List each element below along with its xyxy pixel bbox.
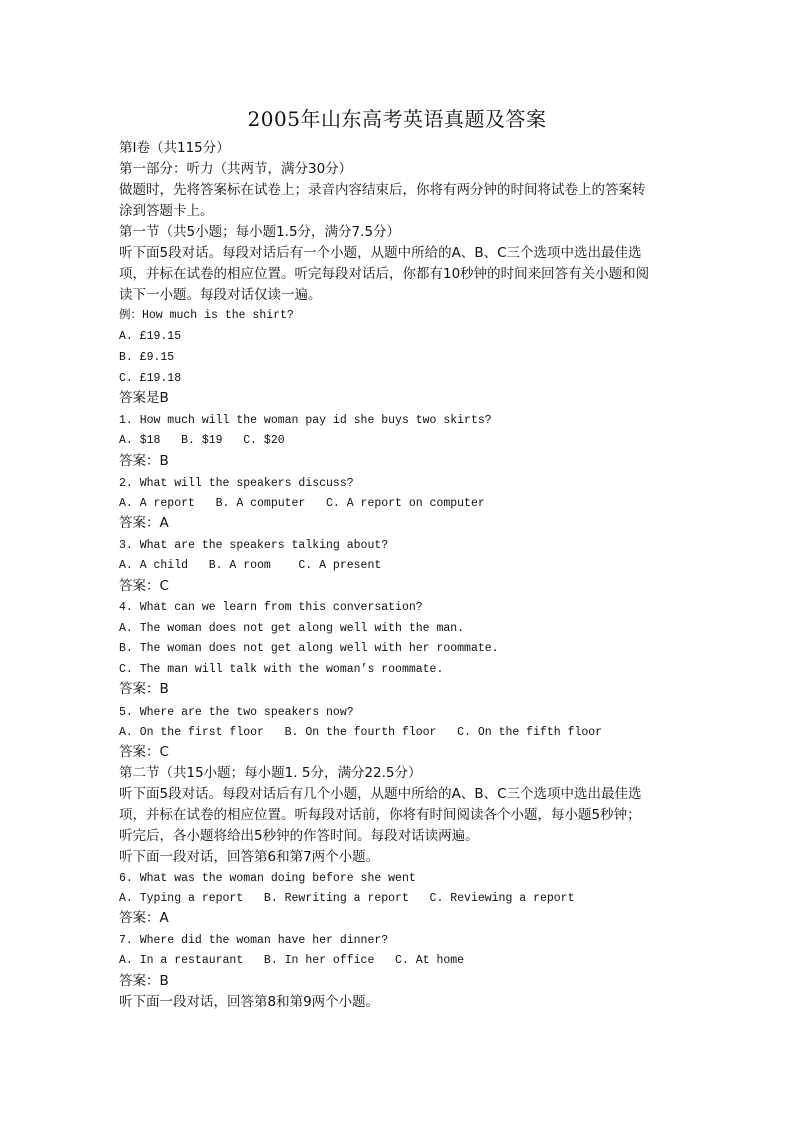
answer-line: 答案：C [119,744,169,760]
answer-line: 答案：A [119,515,169,531]
instruction-text: 读下一小题。每段对话仅读一遍。 [119,287,322,303]
example-question: 例：How much is the shirt? [119,309,294,322]
instruction-text: 做题时，先将答案标在试卷上；录音内容结束后，你将有两分钟的时间将试卷上的答案转 [119,182,646,198]
question-line: 1. How much will the woman pay id she buys two skirts? [119,414,492,427]
option-line: A. The woman does not get along well with the man. [119,622,465,635]
instruction-text: 听下面5段对话。每段对话后有一个小题，从题中所给的A、B、C三个选项中选出最佳选 [119,245,642,261]
option-line: A. Typing a report B. Rewriting a report C. Reviewing a report [119,892,575,905]
question-line: 2. What will the speakers discuss? [119,477,354,490]
instruction-text: 听完后，各小题将给出5秒钟的作答时间。每段对话读两遍。 [119,828,479,844]
option-line: C. £19.18 [119,372,182,385]
instruction-text: 听下面5段对话。每段对话后有几个小题，从题中所给的A、B、C三个选项中选出最佳选 [119,786,642,802]
answer-line: 答案：B [119,973,169,989]
document-title: 2005年山东高考英语真题及答案 [247,107,547,131]
question-line: 6. What was the woman doing before she went [119,872,416,885]
instruction-text: 听下面一段对话，回答第6和第7两个小题。 [119,849,380,865]
instruction-text: 听下面一段对话，回答第8和第9两个小题。 [119,994,380,1010]
option-line: C. The man will talk with the woman’s roommate. [119,663,444,676]
answer-line: 答案：B [119,681,169,697]
section-heading: 第二节（共15小题；每小题1. 5分，满分22.5分） [119,765,422,781]
option-line: A. A child B. A room C. A present [119,559,382,572]
answer-line: 答案是B [119,390,169,406]
option-line: B. The woman does not get along well with her roommate. [119,642,499,655]
question-line: 3. What are the speakers talking about? [119,539,389,552]
answer-line: 答案：C [119,578,169,594]
option-line: A. On the first floor B. On the fourth floor C. On the fifth floor [119,726,603,739]
answer-line: 答案：B [119,453,169,469]
part-heading: 第一部分：听力（共两节，满分30分） [119,161,353,177]
option-line: A. $18 B. $19 C. $20 [119,434,285,447]
question-line: 5. Where are the two speakers now? [119,706,354,719]
option-line: A. In a restaurant B. In her office C. At home [119,954,465,967]
instruction-text: 涂到答题卡上。 [119,203,214,219]
option-line: A. A report B. A computer C. A report on computer [119,497,485,510]
option-line: A. £19.15 [119,330,182,343]
instruction-text: 项，并标在试卷的相应位置。听每段对话前，你将有时间阅读各个小题，每小题5秒钟； [119,807,641,823]
answer-line: 答案：A [119,910,169,926]
section-heading: 第一节（共5小题；每小题1.5分，满分7.5分） [119,224,401,240]
option-line: B. £9.15 [119,351,175,364]
volume-heading: 第Ⅰ卷（共115分） [119,140,230,156]
question-line: 4. What can we learn from this conversation? [119,601,423,614]
question-line: 7. Where did the woman have her dinner? [119,934,389,947]
instruction-text: 项，并标在试卷的相应位置。听完每段对话后，你都有10秒钟的时间来回答有关小题和阅 [119,266,650,282]
